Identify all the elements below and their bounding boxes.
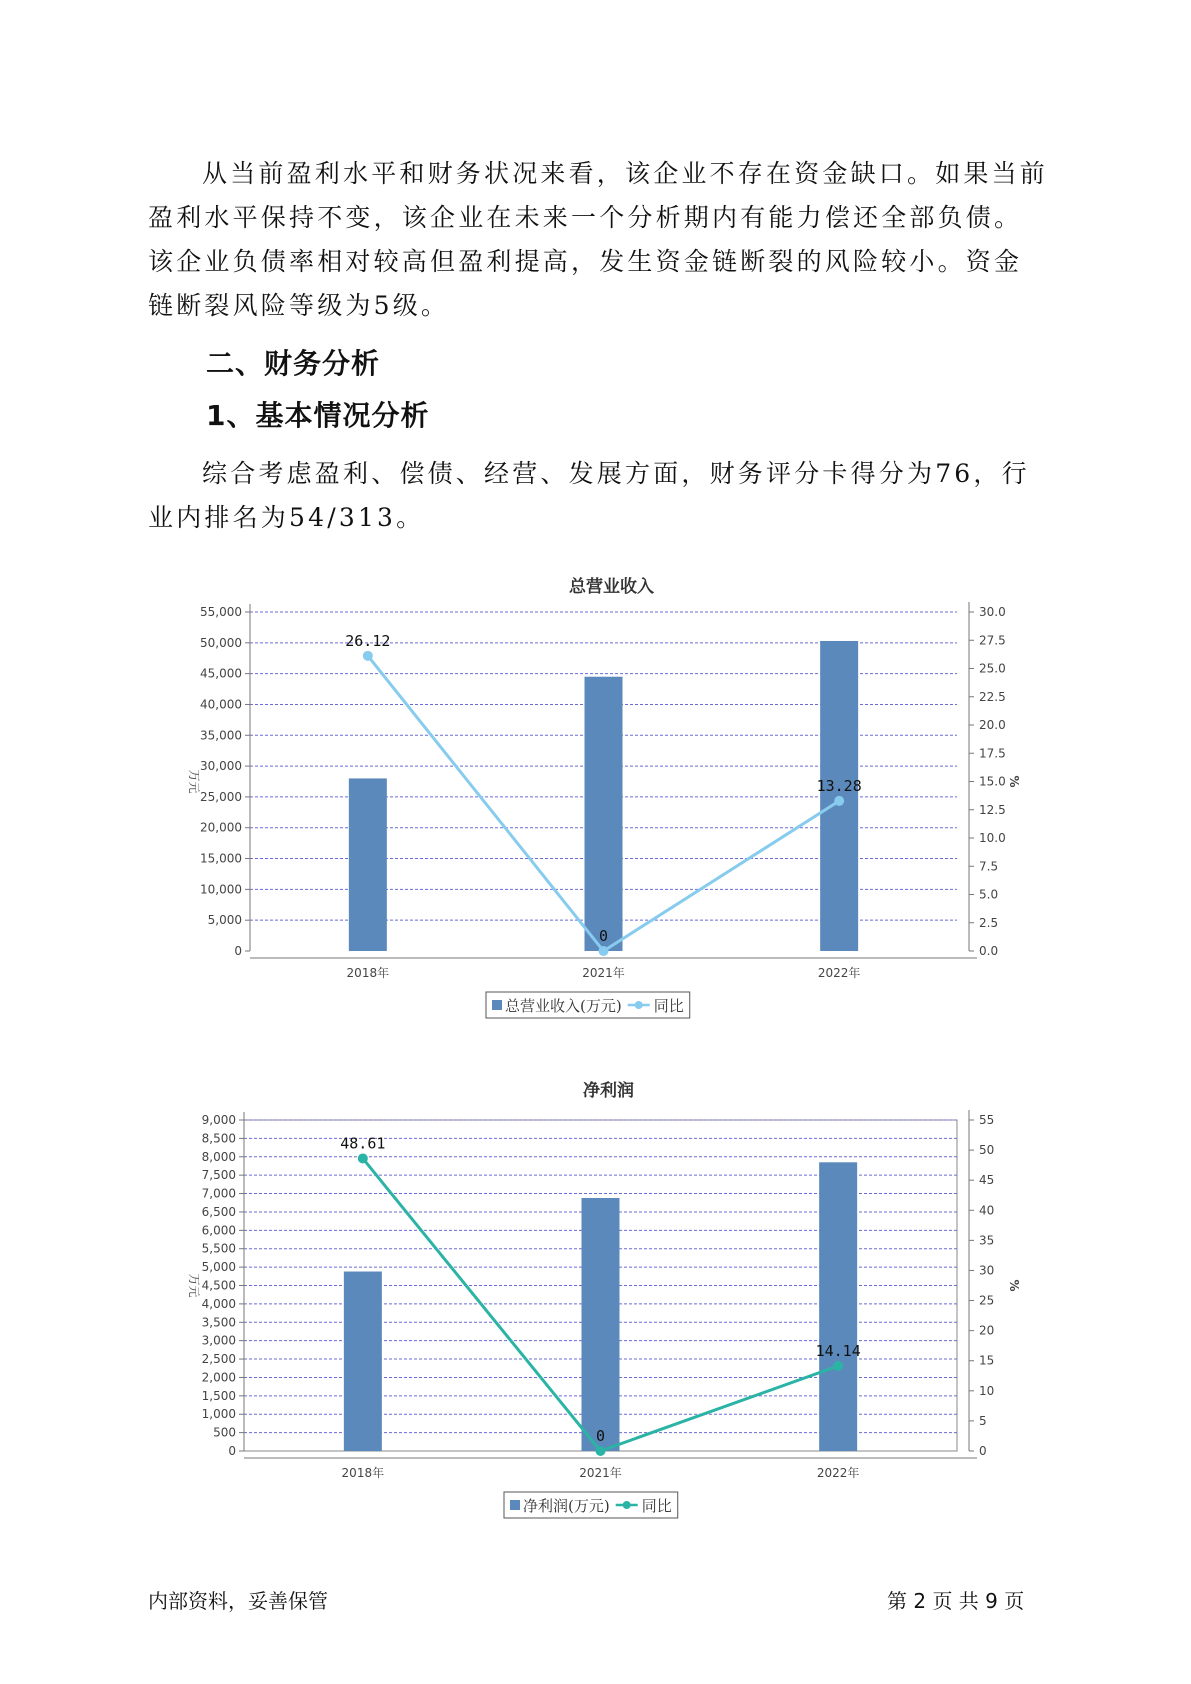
right-tick-label: 45 [979, 1173, 995, 1188]
right-tick-label: 0 [979, 1444, 987, 1458]
right-tick-label: 7.5 [979, 859, 999, 874]
bar-2021年 [585, 677, 623, 951]
right-tick-label: 55 [979, 1113, 995, 1127]
footer-page-number: 第 2 页 共 9 页 [887, 1589, 1025, 1613]
left-tick-label: 35,000 [200, 728, 242, 743]
right-tick-label: 17.5 [979, 746, 1006, 761]
category-label: 2018年 [346, 966, 390, 980]
yoy-data-label: 48.61 [340, 1134, 386, 1153]
net-profit-chart [0, 1070, 1191, 1530]
yoy-point [599, 946, 609, 956]
chart-title: 净利润 [583, 1081, 634, 1101]
right-tick-label: 0.0 [979, 944, 999, 958]
left-tick-label: 7,000 [201, 1186, 236, 1201]
left-tick-label: 40,000 [200, 697, 242, 712]
right-tick-label: 5.0 [979, 887, 999, 902]
bar-2018年 [344, 1272, 382, 1451]
left-tick-label: 15,000 [200, 851, 242, 866]
legend-line-label: 同比 [641, 1497, 672, 1515]
left-tick-label: 25,000 [200, 789, 242, 804]
legend-bar-label: 净利润(万元) [523, 1497, 610, 1515]
category-label: 2021年 [582, 966, 625, 980]
left-tick-label: 5,500 [201, 1241, 236, 1256]
right-tick-label: 50 [979, 1143, 995, 1158]
left-tick-label: 2,500 [201, 1352, 236, 1367]
legend-line-label: 同比 [653, 997, 684, 1015]
paragraph-risk-summary [148, 152, 1048, 328]
right-tick-label: 15 [979, 1353, 995, 1368]
revenue-chart-svg [0, 570, 1191, 1030]
legend-bar-label: 总营业收入(万元) [505, 997, 622, 1015]
bar-2021年 [582, 1198, 620, 1451]
left-tick-label: 9,000 [201, 1113, 236, 1127]
yoy-point [834, 796, 844, 806]
category-label: 2022年 [817, 966, 861, 980]
left-tick-label: 8,000 [201, 1149, 236, 1164]
paragraph-score-text: 综合考虑盈利、偿债、经营、发展方面，财务评分卡得分为76，行业内排名为54/313。 [148, 459, 1030, 532]
category-label: 2021年 [579, 1466, 622, 1480]
category-label: 2018年 [341, 1466, 385, 1480]
left-tick-label: 1,500 [201, 1388, 236, 1403]
left-tick-label: 0 [228, 1444, 236, 1458]
right-tick-label: 30.0 [979, 605, 1006, 619]
section-heading: 二、财务分析 [206, 347, 381, 380]
category-label: 2022年 [816, 1466, 860, 1480]
left-tick-label: 8,500 [201, 1131, 236, 1146]
left-tick-label: 7,500 [201, 1168, 236, 1183]
left-tick-label: 20,000 [200, 820, 242, 835]
left-tick-label: 30,000 [200, 759, 242, 774]
right-tick-label: 2.5 [979, 915, 999, 930]
paragraph-risk-text: 从当前盈利水平和财务状况来看，该企业不存在资金缺口。如果当前盈利水平保持不变，该企业在未来一个分析期内有能力偿还全部负债。该企业负债率相对较高但盈利提高，发生资金链断裂的风险较小。资金链断裂风险等级为5级。 [148, 159, 1049, 320]
left-tick-label: 5,000 [201, 1260, 236, 1275]
right-tick-label: 40 [979, 1203, 995, 1218]
left-tick-label: 4,500 [201, 1278, 236, 1293]
left-tick-label: 3,000 [201, 1333, 236, 1348]
left-tick-label: 5,000 [207, 913, 242, 928]
left-tick-label: 45,000 [200, 666, 242, 681]
left-tick-label: 3,500 [201, 1315, 236, 1330]
right-tick-label: 30 [979, 1263, 995, 1278]
left-tick-label: 10,000 [200, 882, 242, 897]
legend-line-marker [623, 1501, 631, 1509]
right-tick-label: 25 [979, 1293, 995, 1308]
yoy-point [596, 1446, 606, 1456]
subsection-heading: 1、基本情况分析 [206, 399, 430, 432]
yoy-data-label: 0 [595, 1427, 606, 1445]
legend-bar-swatch [510, 1500, 520, 1510]
right-tick-label: 20.0 [979, 718, 1006, 732]
yoy-point [358, 1153, 368, 1163]
right-tick-label: 35 [979, 1233, 995, 1248]
net-profit-chart-svg [0, 1070, 1191, 1530]
left-tick-label: 6,000 [201, 1223, 236, 1238]
legend-bar-swatch [492, 1000, 502, 1010]
yoy-data-label: 0 [598, 927, 609, 945]
right-tick-label: 25.0 [979, 661, 1006, 676]
left-tick-label: 2,000 [201, 1370, 236, 1385]
left-axis-title: 万元 [187, 1273, 201, 1298]
left-tick-label: 55,000 [200, 605, 242, 619]
yoy-data-label: 26.12 [345, 631, 391, 650]
left-axis-title: 万元 [187, 769, 201, 794]
right-axis-title: % [1007, 775, 1021, 788]
right-axis-title: % [1007, 1279, 1021, 1292]
left-tick-label: 6,500 [201, 1204, 236, 1219]
left-tick-label: 0 [234, 944, 242, 958]
right-tick-label: 12.5 [979, 802, 1006, 817]
yoy-point [363, 651, 373, 661]
legend-line-marker [635, 1001, 643, 1009]
chart-title: 总营业收入 [569, 577, 654, 597]
yoy-data-label: 13.28 [816, 776, 862, 795]
bar-2018年 [349, 778, 387, 951]
revenue-chart [0, 570, 1191, 1030]
right-tick-label: 15.0 [979, 774, 1006, 789]
right-tick-label: 10 [979, 1383, 995, 1398]
right-tick-label: 27.5 [979, 633, 1006, 648]
left-tick-label: 50,000 [200, 635, 242, 650]
footer-confidential-note: 内部资料，妥善保管 [148, 1589, 328, 1613]
yoy-data-label: 14.14 [815, 1341, 861, 1360]
left-tick-label: 500 [213, 1425, 236, 1440]
paragraph-score-summary [148, 452, 1048, 540]
left-tick-label: 1,000 [201, 1407, 236, 1422]
yoy-point [833, 1361, 843, 1371]
left-tick-label: 4,000 [201, 1296, 236, 1311]
right-tick-label: 5 [979, 1413, 987, 1428]
right-tick-label: 22.5 [979, 689, 1006, 704]
right-tick-label: 20 [979, 1323, 995, 1338]
bar-2022年 [819, 1162, 857, 1451]
right-tick-label: 10.0 [979, 831, 1006, 845]
